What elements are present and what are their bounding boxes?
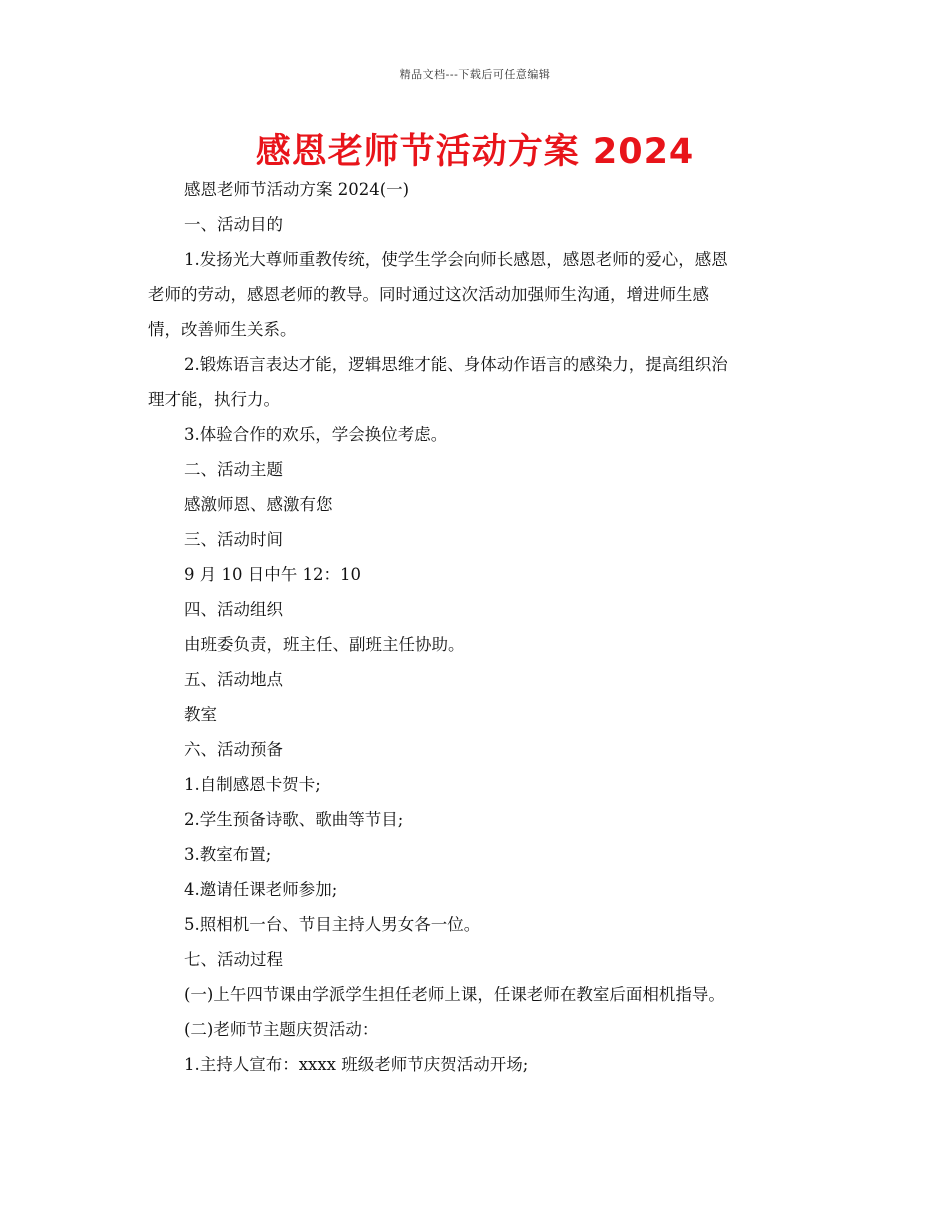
- text-line: 理才能，执行力。: [148, 390, 280, 409]
- text-line: 4.邀请任课老师参加;: [184, 880, 338, 899]
- text-line: 四、活动组织: [184, 600, 283, 619]
- text-line: 三、活动时间: [184, 530, 283, 549]
- text-line: 七、活动过程: [184, 950, 283, 969]
- text-line: 老师的劳动，感恩老师的教导。同时通过这次活动加强师生沟通，增进师生感: [148, 285, 709, 304]
- text-line: 1.主持人宣布：xxxx 班级老师节庆贺活动开场;: [184, 1055, 529, 1074]
- text-line: 教室: [184, 705, 217, 724]
- text-line: (一)上午四节课由学派学生担任老师上课，任课老师在教室后面相机指导。: [184, 985, 725, 1004]
- text-line: 感激师恩、感激有您: [184, 495, 333, 514]
- text-line: 二、活动主题: [184, 460, 283, 479]
- text-line: 3.教室布置;: [184, 845, 272, 864]
- text-line: 感恩老师节活动方案 2024(一): [184, 180, 410, 199]
- text-line: 2.锻炼语言表达才能，逻辑思维才能、身体动作语言的感染力，提高组织治: [184, 355, 728, 374]
- text-line: 五、活动地点: [184, 670, 283, 689]
- text-line: 1.自制感恩卡贺卡;: [184, 775, 321, 794]
- text-line: 2.学生预备诗歌、歌曲等节目;: [184, 810, 404, 829]
- text-line: (二)老师节主题庆贺活动：: [184, 1020, 379, 1039]
- text-line: 1.发扬光大尊师重教传统，使学生学会向师长感恩，感恩老师的爱心，感恩: [184, 250, 728, 269]
- text-line: 情，改善师生关系。: [148, 320, 297, 339]
- text-line: 5.照相机一台、节目主持人男女各一位。: [184, 915, 481, 934]
- text-line: 3.体验合作的欢乐，学会换位考虑。: [184, 425, 448, 444]
- document-body: [148, 172, 803, 1082]
- text-line: 由班委负责，班主任、副班主任协助。: [184, 635, 465, 654]
- text-line: 9 月 10 日中午 12：10: [184, 565, 361, 584]
- document-title: 感恩老师节活动方案 2024: [255, 132, 695, 172]
- text-line: 一、活动目的: [184, 215, 283, 234]
- header-note: 精品文档---下载后可任意编辑: [399, 68, 551, 81]
- text-line: 六、活动预备: [184, 740, 283, 759]
